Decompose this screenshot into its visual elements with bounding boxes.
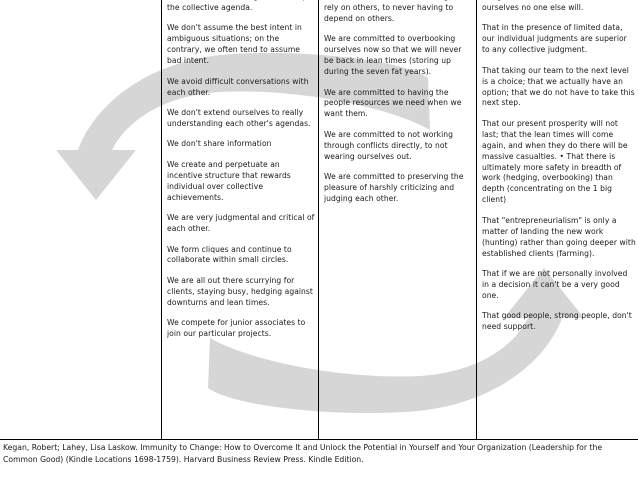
column-entry: the collective agenda. [167,2,253,12]
column-entry: That if we are not personally involved in a decision it can't be a very good one. [482,269,628,300]
column-divider [318,0,319,440]
column-entry: That good people, strong people, don't need support. [482,311,632,332]
assumptions-column [482,0,636,343]
column-entry: We are all out there scurrying for clients, staying busy, hedging against downturns and lean times. [167,275,313,307]
column-divider [161,0,162,440]
column-divider [476,0,477,440]
column-entry: We are committed to preserving the pleasure of harshly criticizing and judging each other. [324,172,464,203]
behaviors-column [167,0,315,350]
column-entry: That our present prosperity will not last; that the lean times will come again, and when they do there will be massive casualties. • That there is ultimately more safety in breadth of work (hedging, overbooking) than depth (concentrating on the 1 big client) [482,118,628,205]
commitments-column [324,0,472,214]
column-entry: We create and perpetuate an incentive structure that rewards individual over collective achievements. [167,159,291,202]
column-entry: We are committed to having the people resources we need when we want them. [324,87,462,119]
table-bottom-border [0,439,638,440]
column-entry: ourselves no one else will. [482,2,584,12]
column-entry: rely on others, to never having to depend on others. [324,2,454,23]
column-entry: We are committed to not working through conflicts directly, to not wearing ourselves out. [324,129,453,161]
column-entry: That taking our team to the next level is a choice; that we actually have an option; that we do not have to take this next step. [482,65,635,108]
column-entry: We are committed to overbooking ourselves now so that we will never be back in lean times (storing up during the seven fat years). [324,34,462,77]
column-entry: We avoid difficult conversations with each other. [167,76,309,97]
column-entry: We form cliques and continue to collaborate within small circles. [167,244,292,265]
column-entry: We are very judgmental and critical of each other. [167,213,315,234]
column-entry: That in the presence of limited data, our individual judgments are superior to any collective judgment. [482,23,627,55]
column-entry: We don't share information [167,139,272,149]
column-entry: That "entrepreneurialism" is only a matter of landing the new work (hunting) rather than going deeper with established clients (farming). [482,215,636,258]
column-entry: We don't assume the best intent in ambiguous situations; on the contrary, we often tend to assume bad intent. [167,23,302,66]
column-entry: We don't extend ourselves to really understanding each other's agendas. [167,108,311,128]
source-citation: Kegan, Robert; Lahey, Lisa Laskow. Immunity to Change: How to Overcome It and Unlock the Potential in Yourself and Your Organization (Leadership for the Common Good) (Kindle Locations 1698-1759). Harvard Business Review Press. Kindle Edition. [3,443,603,464]
column-entry: We compete for junior associates to join our particular projects. [167,318,306,339]
